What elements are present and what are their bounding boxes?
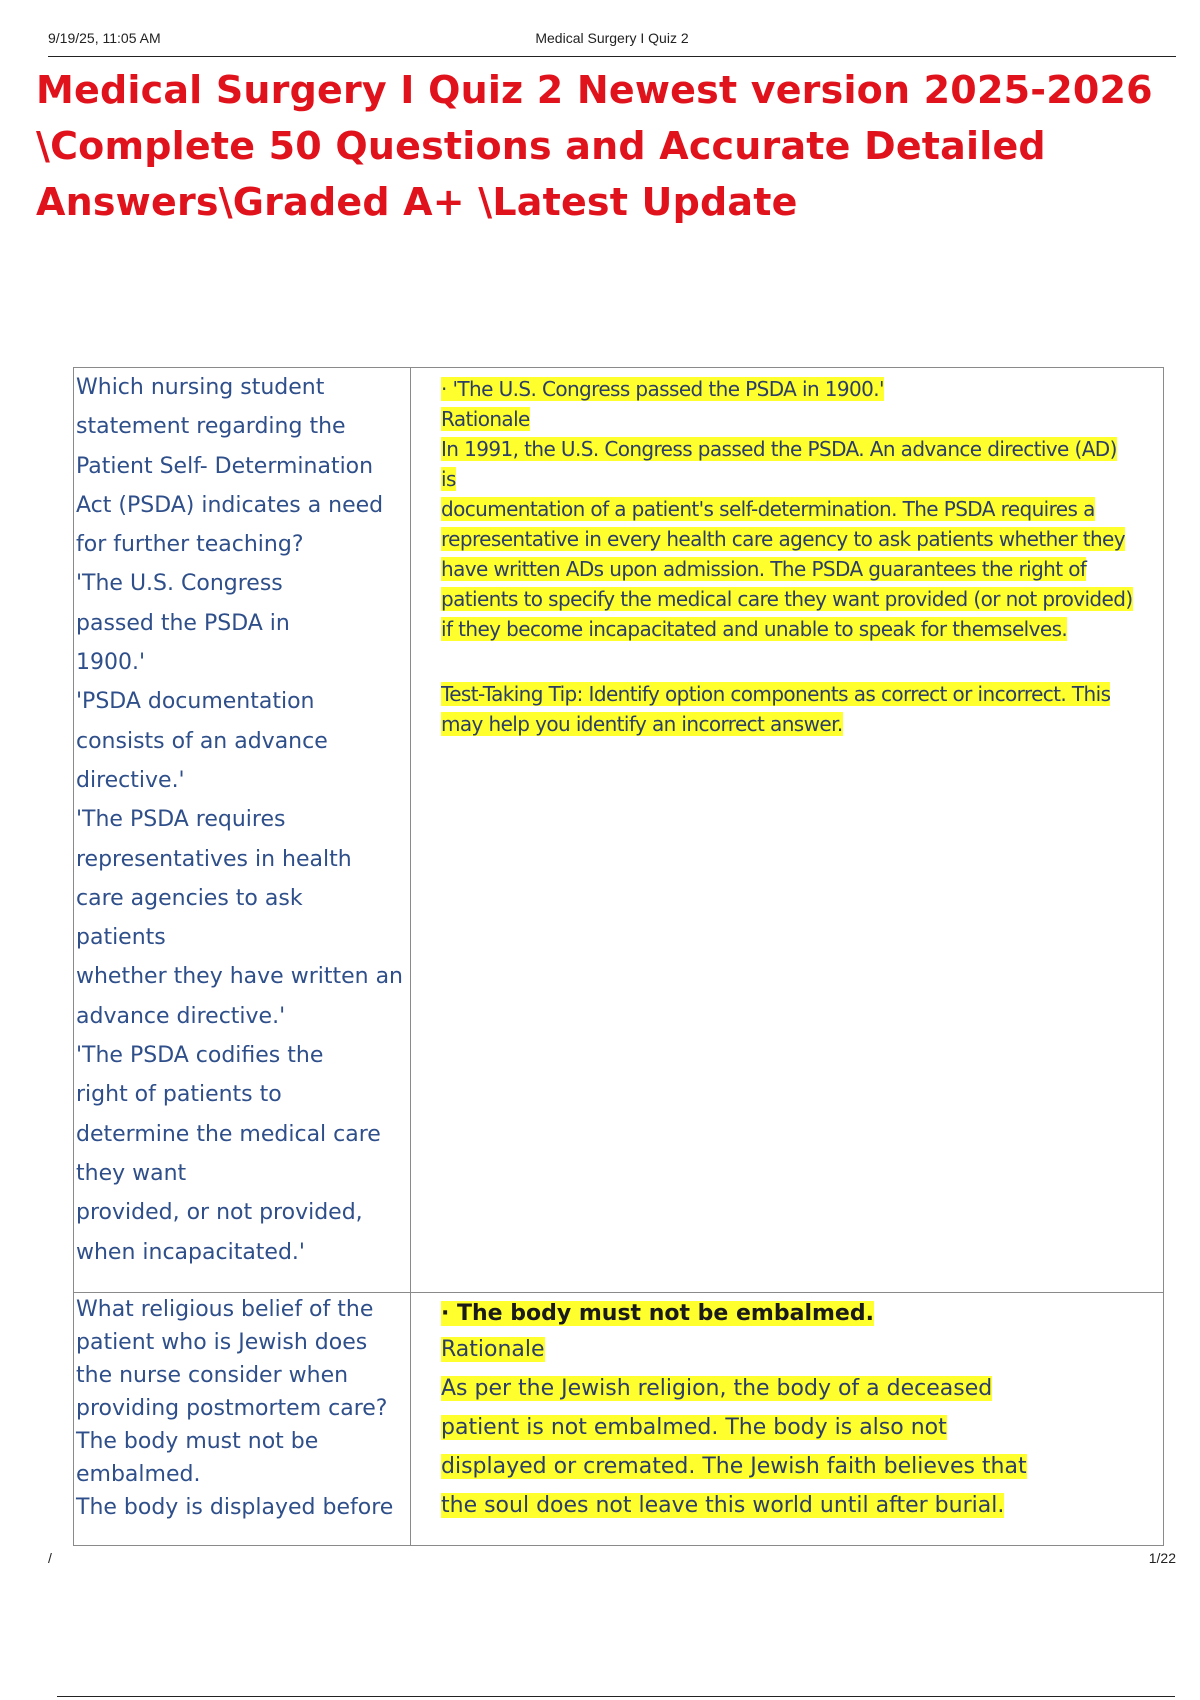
answer-line <box>441 1447 1163 1486</box>
question-cell <box>74 368 411 1293</box>
question-line: Act (PSDA) indicates a need <box>76 492 384 518</box>
test-taking-tip: may help you identify an incorrect answer. <box>441 712 843 736</box>
print-header <box>48 30 1176 57</box>
tip-line <box>441 709 1163 739</box>
option-line: when incapacitated.' <box>76 1239 305 1265</box>
option-line: passed the PSDA in <box>76 610 290 636</box>
answer-line <box>441 1408 1163 1447</box>
option-line: The body is displayed before <box>76 1495 394 1520</box>
answer-line <box>441 584 1163 614</box>
option-line: 'The U.S. Congress <box>76 571 283 597</box>
question-line: Patient Self- Determination <box>76 453 374 479</box>
answer-line <box>441 1486 1163 1525</box>
page-number: 1/22 <box>1148 1550 1176 1566</box>
title-line: Medical Surgery I Quiz 2 Newest version 2025-2026 <box>36 68 1153 112</box>
option-line: care agencies to ask <box>76 885 303 911</box>
option-line: patients <box>76 925 166 951</box>
rationale-text: is <box>441 467 456 491</box>
rationale-text: have written ADs upon admission. The PSDA guarantees the right of <box>441 557 1087 581</box>
option-line: 'The PSDA codifies the <box>76 1043 324 1069</box>
print-document-name: Medical Surgery I Quiz 2 <box>535 30 689 46</box>
question-cell <box>74 1293 411 1546</box>
question-line: the nurse consider when <box>76 1363 349 1388</box>
option-line: determine the medical care <box>76 1121 381 1147</box>
rationale-text: In 1991, the U.S. Congress passed the PSDA. An advance directive (AD) <box>441 437 1117 461</box>
title-line: \Complete 50 Questions and Accurate Detailed <box>36 124 1046 168</box>
rationale-text: documentation of a patient's self-determination. The PSDA requires a <box>441 497 1095 521</box>
rationale-label: Rationale <box>441 407 530 431</box>
answer-line <box>441 434 1163 464</box>
question-line: providing postmortem care? <box>76 1396 388 1421</box>
rationale-text: the soul does not leave this world until after burial. <box>441 1493 1005 1518</box>
question-line: What religious belief of the <box>76 1297 374 1322</box>
document-title <box>36 62 1156 230</box>
option-line: whether they have written an <box>76 964 404 990</box>
option-line: embalmed. <box>76 1462 201 1487</box>
answer-line <box>441 614 1163 644</box>
question-line: for further teaching? <box>76 532 304 558</box>
footer-url: / <box>48 1550 52 1566</box>
rationale-label: Rationale <box>441 1337 545 1362</box>
option-line: 1900.' <box>76 650 146 676</box>
test-taking-tip: Test-Taking Tip: Identify option components as correct or incorrect. This <box>441 682 1111 706</box>
answer-line <box>441 1330 1163 1369</box>
rationale-text: displayed or cremated. The Jewish faith believes that <box>441 1454 1027 1479</box>
rationale-text: representative in every health care agency to ask patients whether they <box>441 527 1126 551</box>
rationale-text: patients to specify the medical care they want provided (or not provided) <box>441 587 1133 611</box>
rationale-text: patient is not embalmed. The body is also not <box>441 1415 947 1440</box>
answer-line <box>441 494 1163 524</box>
rationale-text: As per the Jewish religion, the body of a deceased <box>441 1376 993 1401</box>
title-line: Answers\Graded A+ \Latest Update <box>36 180 798 224</box>
question-answer-table <box>73 367 1164 1546</box>
answer-line <box>441 404 1163 434</box>
question-line: statement regarding the <box>76 414 346 440</box>
qa-row-jewish-postmortem <box>74 1293 1164 1546</box>
spacer <box>441 644 1163 679</box>
correct-answer: · 'The U.S. Congress passed the PSDA in 1900.' <box>441 377 884 401</box>
qa-row-psda <box>74 368 1164 1293</box>
option-line: they want <box>76 1160 187 1186</box>
option-line: right of patients to <box>76 1082 282 1108</box>
question-line: Which nursing student <box>76 375 325 400</box>
correct-answer: · The body must not be embalmed. <box>441 1301 874 1326</box>
option-line: consists of an advance <box>76 728 328 754</box>
answer-line <box>441 1297 1163 1330</box>
answer-line <box>441 554 1163 584</box>
answer-line <box>441 1369 1163 1408</box>
bottom-divider <box>57 1696 1175 1697</box>
option-line: advance directive.' <box>76 1003 286 1029</box>
option-line: provided, or not provided, <box>76 1200 363 1226</box>
answer-line <box>441 524 1163 554</box>
answer-line <box>441 374 1163 404</box>
answer-cell <box>411 368 1164 1293</box>
rationale-text: if they become incapacitated and unable to speak for themselves. <box>441 617 1068 641</box>
option-line: 'PSDA documentation <box>76 689 315 715</box>
answer-line <box>441 464 1163 494</box>
answer-cell <box>411 1293 1164 1546</box>
option-line: directive.' <box>76 767 185 793</box>
option-line: 'The PSDA requires <box>76 807 286 833</box>
option-line: representatives in health <box>76 846 352 872</box>
print-date: 9/19/25, 11:05 AM <box>48 30 161 46</box>
option-line: The body must not be <box>76 1429 319 1454</box>
tip-line <box>441 679 1163 709</box>
question-line: patient who is Jewish does <box>76 1330 368 1355</box>
